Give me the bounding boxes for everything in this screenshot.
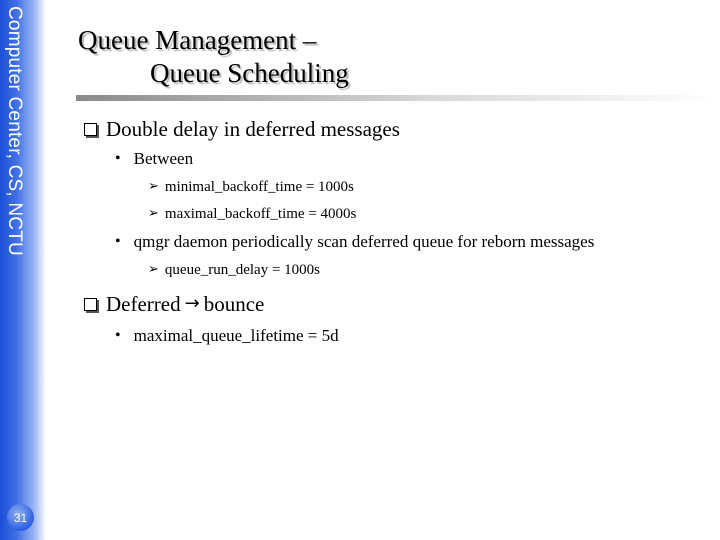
- sub-sub-bullet-min-backoff: [82, 176, 712, 198]
- sub-bullet-max-queue-lifetime: [82, 324, 712, 348]
- sidebar-label: Computer Center, CS, NCTU: [4, 6, 25, 256]
- title-line-1: Queue Management –: [78, 25, 317, 55]
- title-line-2: Queue Scheduling: [150, 58, 349, 88]
- dot-bullet-icon: •: [115, 150, 121, 167]
- bullet-item-2-text-before: Deferred: [106, 292, 181, 316]
- bullet-item-2: [82, 290, 712, 318]
- page-number-badge: 31: [7, 504, 34, 531]
- square-bullet-icon: [84, 123, 97, 136]
- right-arrow-icon: →: [184, 293, 200, 314]
- sub-bullet-between: [82, 147, 712, 171]
- max-queue-lifetime-text: maximal_queue_lifetime = 5d: [133, 326, 339, 345]
- arrowhead-bullet-icon: ➢: [148, 262, 159, 277]
- queue-run-delay-text: queue_run_delay = 1000s: [164, 262, 320, 278]
- min-backoff-text: minimal_backoff_time = 1000s: [164, 179, 354, 195]
- bullet-item-2-text-after: bounce: [203, 292, 265, 316]
- sub-bullet-between-text: Between: [133, 149, 194, 168]
- sidebar: [0, 0, 46, 540]
- square-bullet-icon: [84, 298, 97, 311]
- arrowhead-bullet-icon: ➢: [148, 206, 159, 221]
- sub-bullet-qmgr-text: qmgr daemon periodically scan deferred queue for reborn messages: [133, 232, 595, 251]
- dot-bullet-icon: •: [115, 233, 121, 250]
- slide-content: [82, 115, 712, 348]
- sub-sub-bullet-queue-run-delay: [82, 259, 712, 281]
- dot-bullet-icon: •: [115, 327, 121, 344]
- sub-bullet-qmgr: [82, 230, 712, 254]
- title-divider: [76, 95, 720, 101]
- sub-sub-bullet-max-backoff: [82, 203, 712, 225]
- bullet-item-1-text: Double delay in deferred messages: [106, 117, 400, 141]
- max-backoff-text: maximal_backoff_time = 4000s: [164, 206, 357, 222]
- arrowhead-bullet-icon: ➢: [148, 179, 159, 194]
- slide-title: [78, 24, 349, 90]
- bullet-item-1: [82, 115, 712, 143]
